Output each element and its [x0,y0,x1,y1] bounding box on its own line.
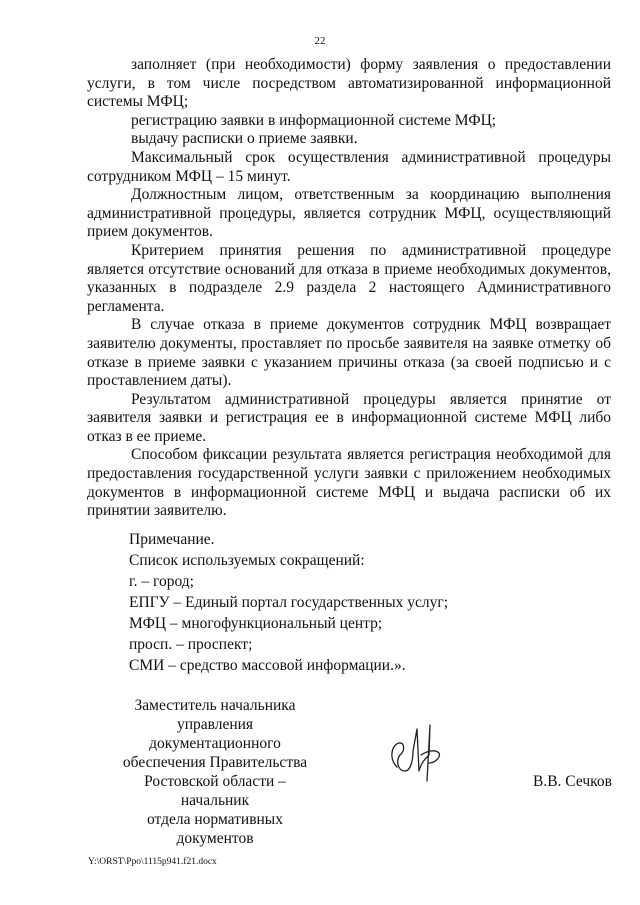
paragraph: заполняет (при необходимости) форму заявления о предоставлении услуги, в том числе посредством автоматизированной информационной системы МФЦ; [87,56,611,111]
signatory-line: Ростовской области – начальник [144,773,286,809]
signatory-line: отдела нормативных документов [147,811,283,847]
body-text [87,56,611,521]
abbreviation-item: просп. – проспект; [129,636,253,653]
signatory-line: Заместитель начальника [134,697,296,714]
file-path: Y:\ORST\Ppo\1115p941.f21.docx [88,857,217,867]
abbreviation-item: ЕПГУ – Единый портал государственных услуг; [129,594,449,611]
signatory-title [112,696,318,848]
abbreviation-item: СМИ – средство массовой информации.». [129,657,406,674]
signatory-line: обеспечения Правительства [122,754,308,771]
abbreviation-item: г. – город; [129,573,194,590]
paragraph: выдачу расписки о приеме заявки. [131,130,358,148]
abbreviation-item: МФЦ – многофункциональный центр; [129,615,383,632]
abbreviations-note [129,529,609,676]
paragraph: Максимальный срок осуществления административной процедуры сотрудником МФЦ – 15 минут. [87,148,611,185]
note-title: Примечание. [129,531,215,548]
paragraph: регистрацию заявки в информационной системе МФЦ; [131,111,497,129]
paragraph: Результатом административной процедуры является принятие от заявителя заявки и регистрация ее в информационной системе МФЦ либо отказ в ее приеме. [87,390,611,445]
note-subtitle: Список используемых сокращений: [129,552,365,569]
signatory-line: управления документационного [149,716,281,752]
handwritten-signature [383,715,443,791]
paragraph: В случае отказа в приеме документов сотрудник МФЦ возвращает заявителю документы, проставляет по просьбе заявителя на заявке отметку об отказе в приеме заявки с указанием причины отказа (за своей подписью и с проставлением даты). [87,316,611,390]
page-number: 22 [314,35,326,47]
paragraph: Способом фиксации результата является регистрация необходимой для предоставления государственной услуги заявки с приложением необходимых документов в информационной системе МФЦ и выдача расписки об их принятии заявителю. [87,446,611,520]
signer-name: В.В. Сечков [533,773,612,790]
paragraph: Должностным лицом, ответственным за координацию выполнения административной процедуры, является сотрудник МФЦ, осуществляющий прием документов. [87,186,611,241]
paragraph: Критерием принятия решения по административной процедуре является отсутствие оснований для отказа в приеме необходимых документов, указанных в подразделе 2.9 раздела 2 настоящего Административного регламента. [87,241,611,315]
